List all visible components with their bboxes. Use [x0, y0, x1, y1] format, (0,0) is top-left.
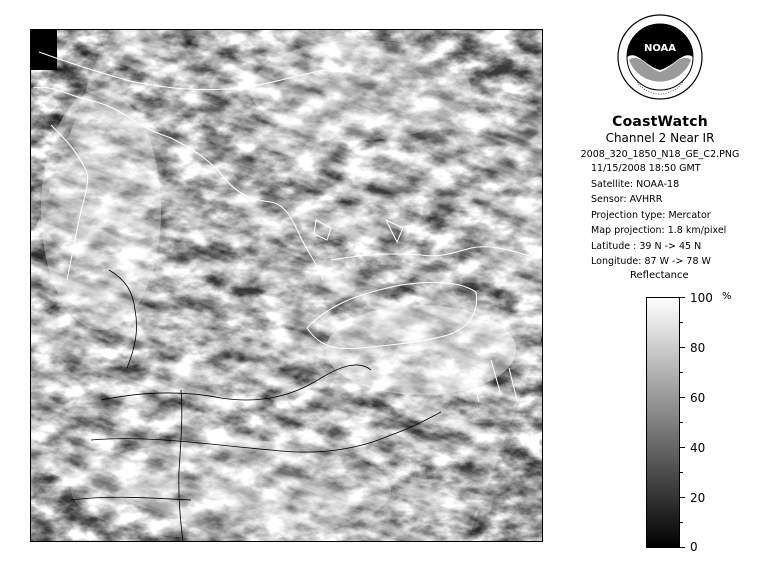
tick-label-80: 80	[690, 341, 706, 355]
colorbar-tick	[680, 397, 685, 398]
tick-label-20: 20	[690, 491, 706, 505]
legend-title: Reflectance	[630, 270, 689, 281]
projection-type-label: Projection type: Mercator	[591, 209, 711, 221]
sensor-label: Sensor: AVHRR	[591, 194, 663, 205]
tick-label-100: 100	[690, 291, 713, 305]
tick-label-40: 40	[690, 441, 706, 455]
filename-label: 2008_320_1850_N18_GE_C2.PNG	[580, 149, 740, 160]
longitude-label: Longitude: 87 W -> 78 W	[591, 256, 711, 267]
logo-text: NOAA	[643, 43, 677, 54]
satellite-label: Satellite: NOAA-18	[591, 178, 680, 190]
satellite-image	[30, 29, 543, 542]
channel-subtitle: Channel 2 Near IR	[605, 131, 715, 145]
date-time-label: 11/15/2008 18:50 GMT	[591, 163, 701, 174]
cloud-bank-erie	[326, 305, 516, 395]
colorbar-tick	[680, 322, 683, 323]
dark-corner	[31, 30, 57, 70]
colorbar-tick	[680, 297, 685, 298]
tick-label-60: 60	[690, 391, 706, 405]
colorbar-tick	[680, 422, 683, 423]
noaa-logo	[617, 14, 703, 100]
colorbar-tick	[680, 472, 683, 473]
cloud-bank-south	[71, 440, 391, 540]
reflectance-colorbar	[646, 297, 680, 548]
colorbar-tick	[680, 547, 685, 548]
colorbar-tick	[680, 447, 685, 448]
cloud-bank-north	[251, 40, 471, 140]
colorbar-tick	[680, 522, 683, 523]
map-projection-label: Map projection: 1.8 km/pixel	[591, 225, 727, 236]
colorbar-tick	[680, 347, 685, 348]
noaa-seal-icon	[617, 14, 703, 100]
colorbar-tick	[680, 372, 683, 373]
latitude-label: Latitude : 39 N -> 45 N	[591, 240, 702, 252]
satellite-image-canvas	[31, 30, 543, 542]
tick-label-0: 0	[690, 540, 698, 554]
product-title: CoastWatch	[612, 114, 708, 130]
metadata-list	[560, 161, 760, 270]
image-metadata	[560, 114, 760, 270]
legend-unit: %	[722, 291, 732, 302]
colorbar-tick	[680, 497, 685, 498]
